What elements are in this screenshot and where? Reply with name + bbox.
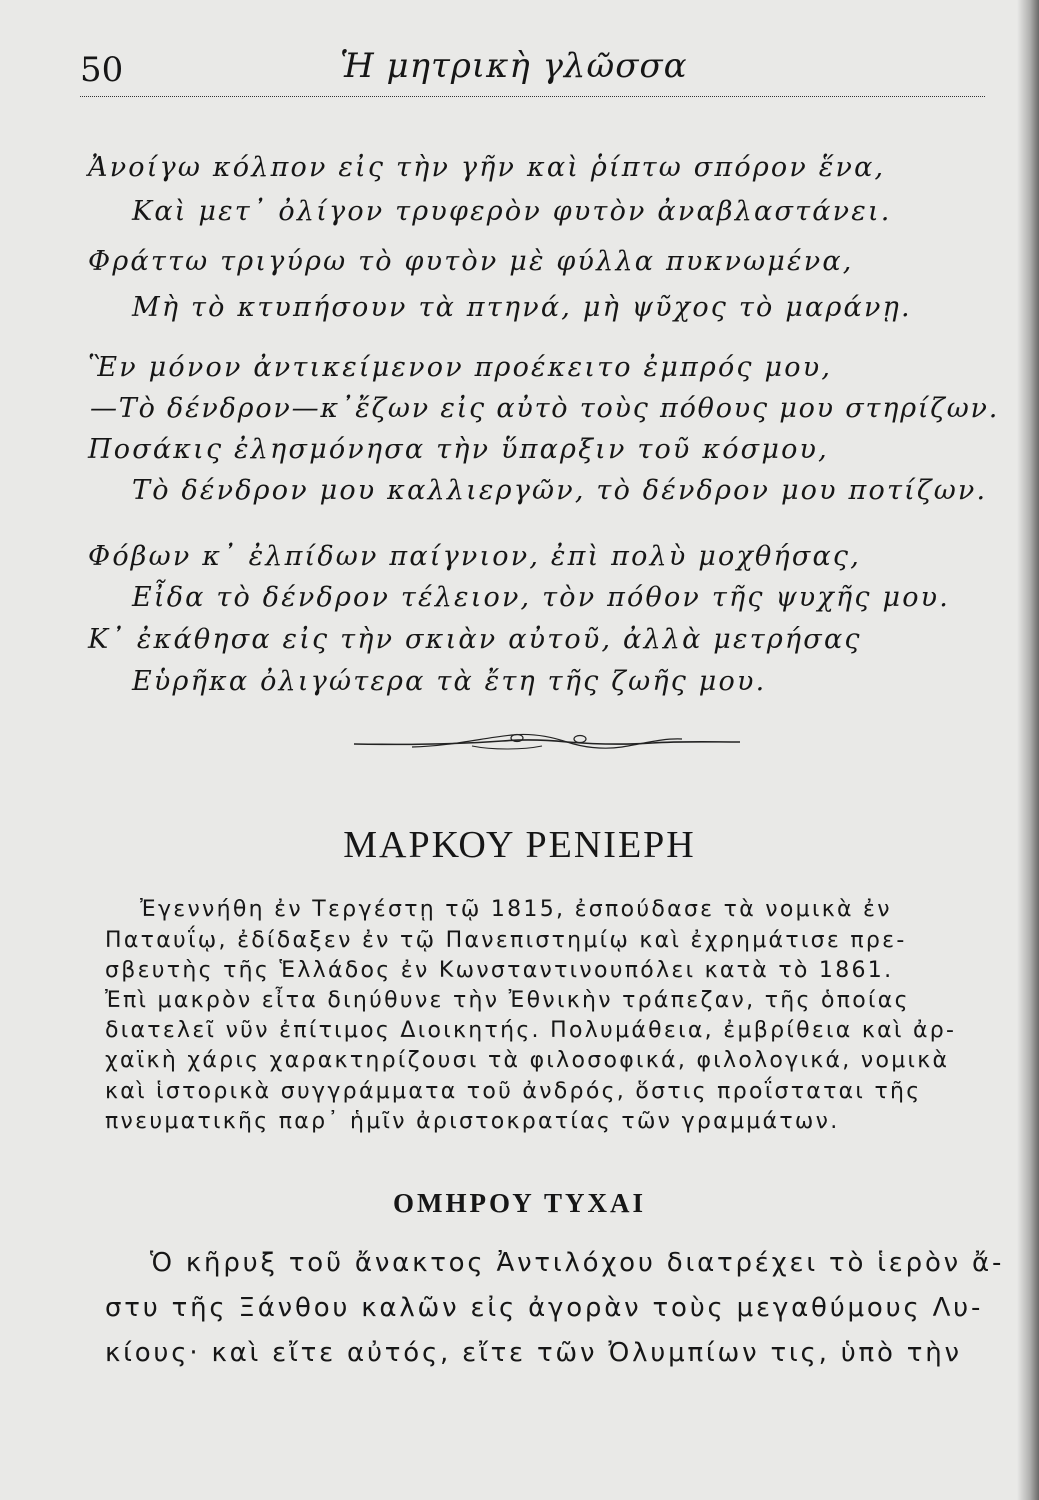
running-head-title: Ἡ μητρικὴ γλῶσσα xyxy=(340,46,688,86)
section-title: ΜΑΡΚΟΥ ΡΕΝΙΕΡΗ xyxy=(343,824,696,866)
poem-line: Φόβων κ᾽ ἐλπίδων παίγνιον, ἐπὶ πολὺ μοχθήσας, xyxy=(88,541,862,572)
bio-line: σβευτὴς τῆς Ἑλλάδος ἐν Κωνσταντινουπόλει κατὰ τὸ 1861. xyxy=(105,958,894,983)
bio-line: Ἐγεννήθη ἐν Τεργέστῃ τῷ 1815, ἐσπούδασε τὰ νομικὰ ἐν xyxy=(140,897,892,922)
poem-line: —Τὸ δένδρον—κ᾽ἔζων εἰς αὐτὸ τοὺς πόθους μου στηρίζων. xyxy=(90,393,1000,424)
poem-line: Τὸ δένδρον μου καλλιεργῶν, τὸ δένδρον μου ποτίζων. xyxy=(132,475,988,506)
poem-line: Κ᾽ ἐκάθησα εἰς τὴν σκιὰν αὐτοῦ, ἀλλὰ μετρήσας xyxy=(88,624,862,655)
poem-line: Εἶδα τὸ δένδρον τέλειον, τὸν πόθον τῆς ψυχῆς μου. xyxy=(132,582,951,613)
bio-line: χαϊκὴ χάρις χαρακτηρίζουσι τὰ φιλοσοφικά, φιλολογικά, νομικὰ xyxy=(105,1048,950,1073)
bio-line: Ἐπὶ μακρὸν εἶτα διηύθυνε τὴν Ἐθνικὴν τράπεζαν, τῆς ὁποίας xyxy=(105,988,910,1013)
header-dotted-rule xyxy=(80,96,985,97)
poem-line: Ἓν μόνον ἀντικείμενον προέκειτο ἐμπρός μου, xyxy=(88,352,833,383)
bio-line: πνευματικῆς παρ᾽ ἡμῖν ἀριστοκρατίας τῶν γραμμάτων. xyxy=(105,1109,840,1134)
bio-line: καὶ ἱστορικὰ συγγράμματα τοῦ ἀνδρός, ὅστις προΐσταται τῆς xyxy=(105,1079,922,1104)
page-number: 50 xyxy=(80,50,124,90)
subsection-title: ΟΜΗΡΟΥ ΤΥΧΑΙ xyxy=(392,1188,647,1218)
poem-line: Ποσάκις ἐλησμόνησα τὴν ὕπαρξιν τοῦ κόσμου, xyxy=(88,434,829,465)
bio-line: Παταυΐῳ, ἐδίδαξεν ἐν τῷ Πανεπιστημίῳ καὶ ἐχρημάτισε πρε- xyxy=(105,928,907,953)
poem-line: Ἀνοίγω κόλπον εἰς τὴν γῆν καὶ ῥίπτω σπόρον ἕνα, xyxy=(88,152,886,183)
poem-line: Εὑρῆκα ὀλιγώτερα τὰ ἔτη τῆς ζωῆς μου. xyxy=(132,666,767,697)
page-edge-shadow xyxy=(1017,0,1039,1500)
poem-line: Μὴ τὸ κτυπήσουν τὰ πτηνά, μὴ ψῦχος τὸ μαράνῃ. xyxy=(132,292,912,323)
ornamental-divider xyxy=(352,728,742,758)
prose-line: κίους· καὶ εἴτε αὐτός, εἴτε τῶν Ὀλυμπίων τις, ὑπὸ τὴν xyxy=(105,1338,962,1368)
prose-line: στυ τῆς Ξάνθου καλῶν εἰς ἀγορὰν τοὺς μεγαθύμους Λυ- xyxy=(105,1293,984,1323)
bio-line: διατελεῖ νῦν ἐπίτιμος Διοικητής. Πολυμάθεια, ἐμβρίθεια καὶ ἀρ- xyxy=(105,1018,957,1043)
poem-line: Φράττω τριγύρω τὸ φυτὸν μὲ φύλλα πυκνωμένα, xyxy=(88,246,854,277)
poem-line: Καὶ μετ᾽ ὀλίγον τρυφερὸν φυτὸν ἀναβλαστάνει. xyxy=(132,196,892,227)
prose-line: Ὁ κῆρυξ τοῦ ἄνακτος Ἀντιλόχου διατρέχει τὸ ἱερὸν ἄ- xyxy=(150,1248,1005,1278)
